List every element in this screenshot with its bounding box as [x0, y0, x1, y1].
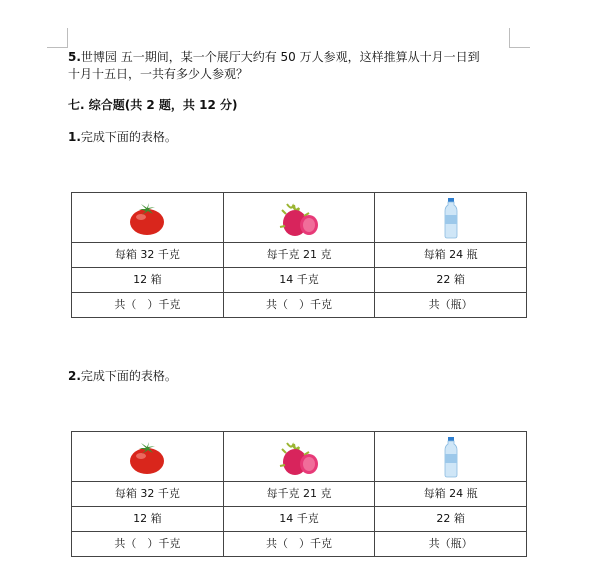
- question-2-text: 完成下面的表格。: [80, 369, 177, 383]
- table-image-row: [72, 432, 527, 482]
- question-5-line-2: 十月十五日，一共有多少人参观？: [68, 67, 249, 81]
- table-cell: 每箱 24 瓶: [375, 482, 527, 507]
- crop-mark: [67, 28, 68, 48]
- water-bottle-icon: [443, 197, 459, 239]
- table-image-row: [72, 193, 527, 243]
- question-2-number: 2.: [68, 369, 81, 383]
- table-cell: 每箱 32 千克: [72, 243, 224, 268]
- table-cell: 22 箱: [375, 268, 527, 293]
- table-cell: 共（瓶）: [375, 293, 527, 318]
- table-row: [72, 268, 527, 293]
- table-cell: 22 箱: [375, 507, 527, 532]
- crop-mark: [47, 47, 68, 48]
- table-cell: [375, 432, 527, 482]
- table-row: [72, 482, 527, 507]
- table-cell: [72, 193, 224, 243]
- question-1-text: 完成下面的表格。: [80, 130, 177, 144]
- table-row: [72, 243, 527, 268]
- table-cell: [223, 432, 375, 482]
- table-cell: 共（ ）千克: [72, 532, 224, 557]
- table-cell: 每千克 21 克: [223, 243, 375, 268]
- table-row: [72, 293, 527, 318]
- table-cell: 12 箱: [72, 507, 224, 532]
- tomato-icon: [127, 199, 167, 237]
- table-row: [72, 532, 527, 557]
- section-heading: 七. 综合题(共 2 题，共 12 分): [68, 98, 238, 112]
- table-cell: 共（ ）千克: [223, 293, 375, 318]
- table-cell: 每箱 24 瓶: [375, 243, 527, 268]
- table-cell: [72, 432, 224, 482]
- table-cell: 每箱 32 千克: [72, 482, 224, 507]
- crop-mark: [509, 47, 530, 48]
- water-bottle-icon: [443, 436, 459, 478]
- tomato-icon: [127, 438, 167, 476]
- question-1-label: [68, 126, 177, 148]
- question-5-number: 5.: [68, 50, 81, 64]
- table-cell: [223, 193, 375, 243]
- question-5-text-line-1: 世博园 五一期间，某一个展厅大约有 50 万人参观，这样推算从十月一日到: [80, 50, 480, 64]
- table-row: [72, 507, 527, 532]
- table-cell: [375, 193, 527, 243]
- dragon-fruit-icon: [277, 198, 321, 238]
- table-2: [71, 431, 527, 557]
- table-cell: 14 千克: [223, 507, 375, 532]
- table-1: [71, 192, 527, 318]
- table-cell: 每千克 21 克: [223, 482, 375, 507]
- table-cell: 12 箱: [72, 268, 224, 293]
- crop-mark: [509, 28, 510, 48]
- dragon-fruit-icon: [277, 437, 321, 477]
- table-cell: 共（ ）千克: [223, 532, 375, 557]
- table-cell: 14 千克: [223, 268, 375, 293]
- table-cell: 共（瓶）: [375, 532, 527, 557]
- table-cell: 共（ ）千克: [72, 293, 224, 318]
- question-2-label: [68, 365, 177, 387]
- question-1-number: 1.: [68, 130, 81, 144]
